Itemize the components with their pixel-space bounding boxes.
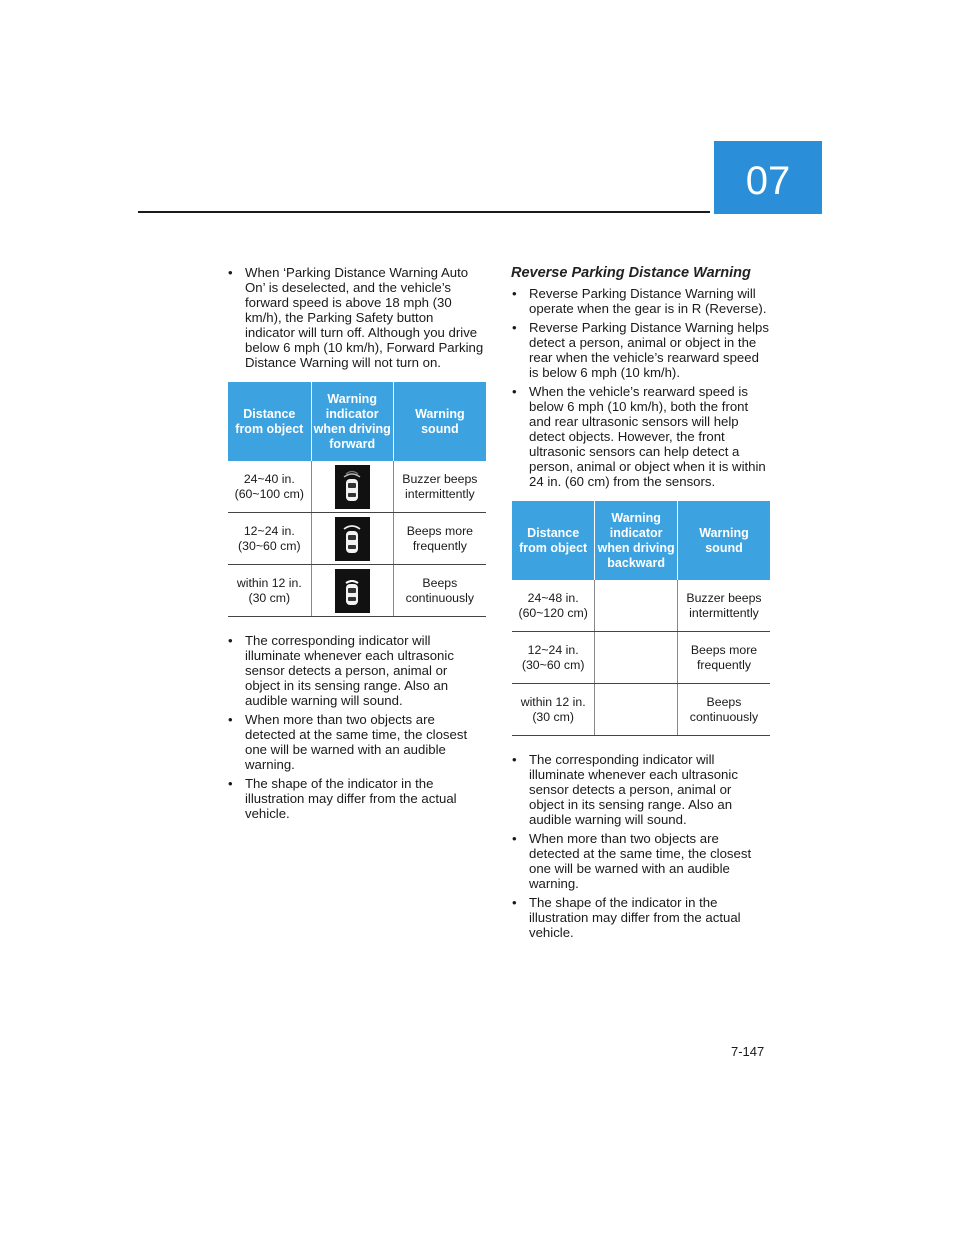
bullet-item: • The corresponding indicator will illuminate whenever each ultrasonic sensor detects a person, animal or object in its sensing range. Also an audible warning will sound.	[512, 752, 770, 827]
col-header-sound: Warning sound	[393, 382, 486, 461]
header-rule	[138, 211, 710, 213]
col-header-distance: Distance from object	[228, 382, 311, 461]
bullet-item: • Reverse Parking Distance Warning will operate when the gear is in R (Reverse).	[512, 286, 770, 316]
section-title: Reverse Parking Distance Warning	[511, 265, 751, 281]
car-front-sensor-far-icon	[335, 465, 370, 509]
table-row	[512, 684, 770, 736]
table-row	[228, 565, 486, 617]
page-number: 7-147	[731, 1044, 765, 1059]
distance-cell: within 12 in. (30 cm)	[512, 684, 595, 736]
bullet-item: • Reverse Parking Distance Warning helps detect a person, animal or object in the rear when the vehicle’s rearward speed is below 6 mph (10 km/h).	[512, 320, 770, 380]
bullet-item: • The shape of the indicator in the illustration may differ from the actual vehicle.	[512, 895, 770, 940]
indicator-placeholder	[619, 688, 654, 732]
right-column	[512, 265, 770, 944]
sound-cell: Beeps continuously	[677, 684, 770, 736]
distance-cell: 24~40 in. (60~100 cm)	[228, 461, 311, 513]
col-header-indicator: Warning indicator when driving backward	[595, 501, 678, 580]
bullet-item: • The corresponding indicator will illuminate whenever each ultrasonic sensor detects a person, animal or object in its sensing range. Also an audible warning will sound.	[228, 633, 486, 708]
distance-cell: 24~48 in. (60~120 cm)	[512, 580, 595, 632]
col-header-indicator: Warning indicator when driving forward	[311, 382, 393, 461]
table-row	[512, 632, 770, 684]
reverse-warning-table	[512, 501, 770, 736]
sound-cell: Buzzer beeps intermittently	[677, 580, 770, 632]
left-bullets-top	[228, 265, 486, 370]
forward-warning-table	[228, 382, 486, 617]
left-bullets-bottom	[228, 633, 486, 821]
distance-cell: 12~24 in. (30~60 cm)	[228, 513, 311, 565]
distance-cell: within 12 in. (30 cm)	[228, 565, 311, 617]
indicator-placeholder	[619, 636, 654, 680]
sound-cell: Beeps more frequently	[677, 632, 770, 684]
indicator-placeholder	[619, 584, 654, 628]
bullet-item: • When the vehicle’s rearward speed is below 6 mph (10 km/h), both the front and rear ultrasonic sensors will help detect objects. However, the front ultrasonic sensors can help detect a person, animal or object when it is within 24 in. (60 cm) from the sensors.	[512, 384, 770, 489]
sound-cell: Beeps continuously	[393, 565, 486, 617]
car-front-sensor-mid-icon	[335, 517, 370, 561]
left-column	[228, 265, 486, 825]
col-header-sound: Warning sound	[677, 501, 770, 580]
sound-cell: Beeps more frequently	[393, 513, 486, 565]
table-row	[228, 461, 486, 513]
distance-cell: 12~24 in. (30~60 cm)	[512, 632, 595, 684]
col-header-distance: Distance from object	[512, 501, 595, 580]
chapter-badge: 07	[714, 141, 822, 214]
bullet-item: • When more than two objects are detected at the same time, the closest one will be warned with an audible warning.	[228, 712, 486, 772]
right-bullets-top	[512, 286, 770, 489]
table-row	[228, 513, 486, 565]
bullet-item: • When more than two objects are detected at the same time, the closest one will be warned with an audible warning.	[512, 831, 770, 891]
sound-cell: Buzzer beeps intermittently	[393, 461, 486, 513]
bullet-item: • When ‘Parking Distance Warning Auto On’ is deselected, and the vehicle’s forward speed is above 18 mph (30 km/h), the Parking Safety button indicator will turn off. Although you drive below 6 mph (10 km/h), Forward Parking Distance Warning will not turn on.	[228, 265, 486, 370]
car-front-sensor-near-icon	[335, 569, 370, 613]
right-bullets-bottom	[512, 752, 770, 940]
bullet-item: • The shape of the indicator in the illustration may differ from the actual vehicle.	[228, 776, 486, 821]
table-row	[512, 580, 770, 632]
